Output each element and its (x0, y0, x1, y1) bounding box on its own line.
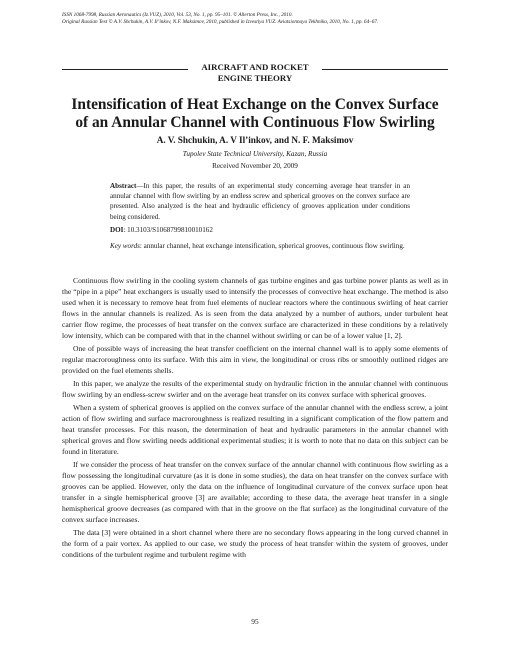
keywords-label: Key words (110, 242, 140, 250)
page-number: 95 (251, 617, 259, 626)
title-line2: of an Annular Channel with Continuous Flow Swirling (75, 114, 435, 131)
section-heading-line1: AIRCRAFT AND ROCKET (201, 62, 309, 72)
title-line1: Intensification of Heat Exchange on the Convex Surface (71, 96, 439, 113)
body-paragraph: If we consider the process of heat transfer on the convex surface of the annular channel with continuous flow swirling as a flow possessing the longitudinal curvature (as it is done in some studies), the data on heat transfer on the convex surface with grooves can be applied. However, only the data on the influence of longitudinal curvature of the convex surface upon heat transfer in a single hemispherical groove [3] are available; according to these data, the average heat transfer in a single hemispherical groove decreases (as compared with that in the groove on the flat surface) as the longitudinal curvature of the convex surface increases. (62, 460, 448, 524)
body-paragraph: In this paper, we analyze the results of the experimental study on hydraulic friction in the annular channel with continuous flow swirling by an endless-screw swirler and on the average heat transfer on its convex surface with spherical grooves. (62, 378, 448, 399)
doi (110, 226, 410, 234)
section-heading-line2: ENGINE THEORY (217, 73, 293, 83)
journal-citation-line: ISSN 1068-7998, Russian Aeronautics (Iz.VUZ), 2010, Vol. 53, No. 1, pp. 95–101. © Allerton Press, Inc., 2010. (62, 12, 293, 18)
doi-value: : 10.3103/S1068799810010162 (123, 226, 213, 234)
body-paragraph: Continuous flow swirling in the cooling system channels of gas turbine engines and gas turbine power plants as well as in the “pipe in a pipe” heat exchangers is usually used to intensify the processes of convective heat exchange. The method is also used when it is necessary to remove heat from fuel elements of nuclear reactors where the continuous swirling of heat carrier flows in the annular channels is realized. As is seen from the data analyzed by a number of authors, under turbulent heat carrier flow regime, the processes of heat transfer on the convex surface are characterized in these conditions by a relatively low intensity, which can be compared with that in the channel without swirling or can be of a lower value [1, 2]. (62, 276, 448, 340)
keywords-text: : annular channel, heat exchange intensification, spherical grooves, continuous flow swirling. (139, 242, 405, 250)
body-text (62, 276, 448, 563)
abstract (110, 181, 410, 222)
original-text-citation-line: Original Russian Text © A.V. Shchukin, A.V. Il’inkov, N.F. Maksimov, 2010, published in Izvestiya VUZ. Aviatsionnaya Tekhnika, 2010, No. 1, pp. 64–67. (62, 19, 379, 25)
received-date: Received November 20, 2009 (212, 162, 298, 170)
affiliation: Tupolev State Technical University, Kazan, Russia (182, 150, 328, 158)
keywords (110, 241, 410, 251)
doi-label: DOI (110, 226, 124, 234)
abstract-label: Abstract (110, 182, 137, 190)
article-title (30, 96, 480, 132)
body-paragraph: One of possible ways of increasing the heat transfer coefficient on the internal channel wall is to apply some elements of regular macroroughness onto its surface. With this aim in view, the longitudinal or cross ribs or smoothly outlined ridges are provided on the fuel elements shells. (62, 343, 448, 375)
abstract-text: —In this paper, the results of an experimental study concerning average heat transfer in an annular channel with flow swirling by an endless screw and spherical grooves on the convex surface are presented. Also analyzed is the heat and hydraulic efficiency of grooves application under conditions being considered. (110, 182, 410, 221)
body-paragraph: The data [3] were obtained in a short channel where there are no secondary flows appearing in the long curved channel in the form of a pair vortex. As applied to our case, we study the process of heat transfer within the system of grooves, under conditions of the turbulent regime and turbulent regime with (62, 527, 448, 559)
body-paragraph: When a system of spherical grooves is applied on the convex surface of the annular channel with the endless screw, a joint action of flow swirling and surface macroroughness is realized resulting in a significant complication of the flow pattern and heat transfer processes. For this reason, the determination of heat and hydraulic parameters in the annular channel with spherical groves and flow swirling needs additional experimental studies; it is worth to note that no data on this subject can be found in literature. (62, 403, 448, 456)
authors: A. V. Shchukin, A. V Il’inkov, and N. F. Maksimov (156, 135, 354, 145)
